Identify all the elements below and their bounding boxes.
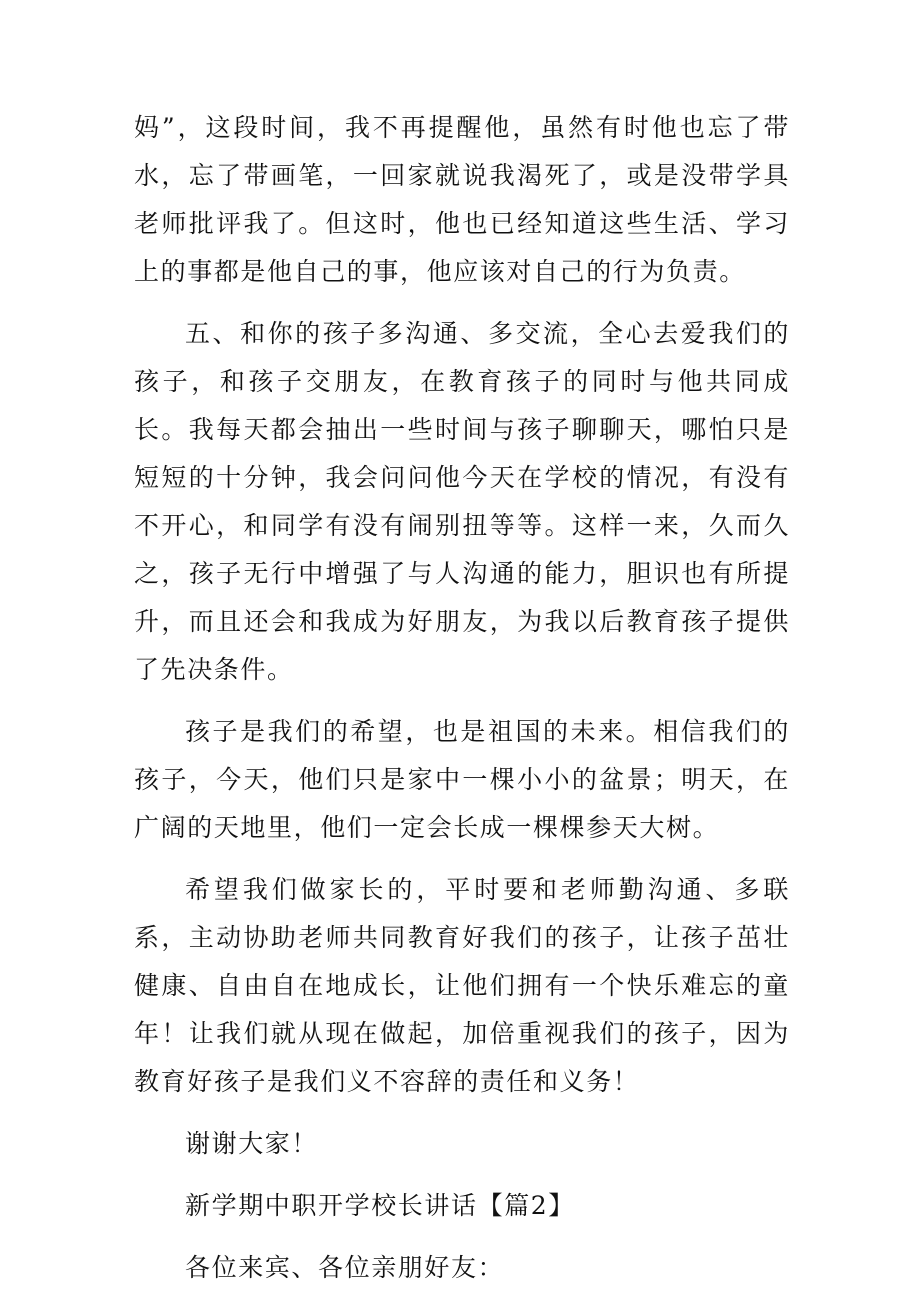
document-body — [134, 104, 790, 1306]
salutation: 各位来宾、各位亲朋好友： — [185, 1253, 505, 1282]
paragraph-continuation: 妈”，这段时间，我不再提醒他，虽然有时他也忘了带水，忘了带画笔，一回家就说我渴死了，或是没带学具老师批评我了。但这时，他也已经知道这些生活、学习上的事都是他自己的事，他应该对自己的行为负责。 — [134, 113, 790, 286]
paragraph-hope: 孩子是我们的希望，也是祖国的未来。相信我们的孩子，今天，他们只是家中一棵小小的盆景；明天，在广阔的天地里，他们一定会长成一棵棵参天大树。 — [134, 717, 790, 842]
section-title: 新学期中职开学校长讲话【篇2】 — [185, 1191, 575, 1220]
closing-thanks: 谢谢大家！ — [185, 1129, 319, 1158]
paragraph-communication: 五、和你的孩子多沟通、多交流，全心去爱我们的孩子，和孩子交朋友，在教育孩子的同时与他共同成长。我每天都会抽出一些时间与孩子聊聊天，哪怕只是短短的十分钟，我会问问他今天在学校的情况，有没有不开心，和同学有没有闹别扭等等。这样一来，久而久之，孩子无行中增强了与人沟通的能力，胆识也有所提升，而且还会和我成为好朋友，为我以后教育孩子提供了先决条件。 — [134, 319, 790, 684]
paragraph-parents: 希望我们做家长的，平时要和老师勤沟通、多联系，主动协助老师共同教育好我们的孩子，让孩子茁壮健康、自由自在地成长，让他们拥有一个快乐难忘的童年！让我们就从现在做起，加倍重视我们的孩子，因为教育好孩子是我们义不容辞的责任和义务！ — [134, 875, 790, 1096]
